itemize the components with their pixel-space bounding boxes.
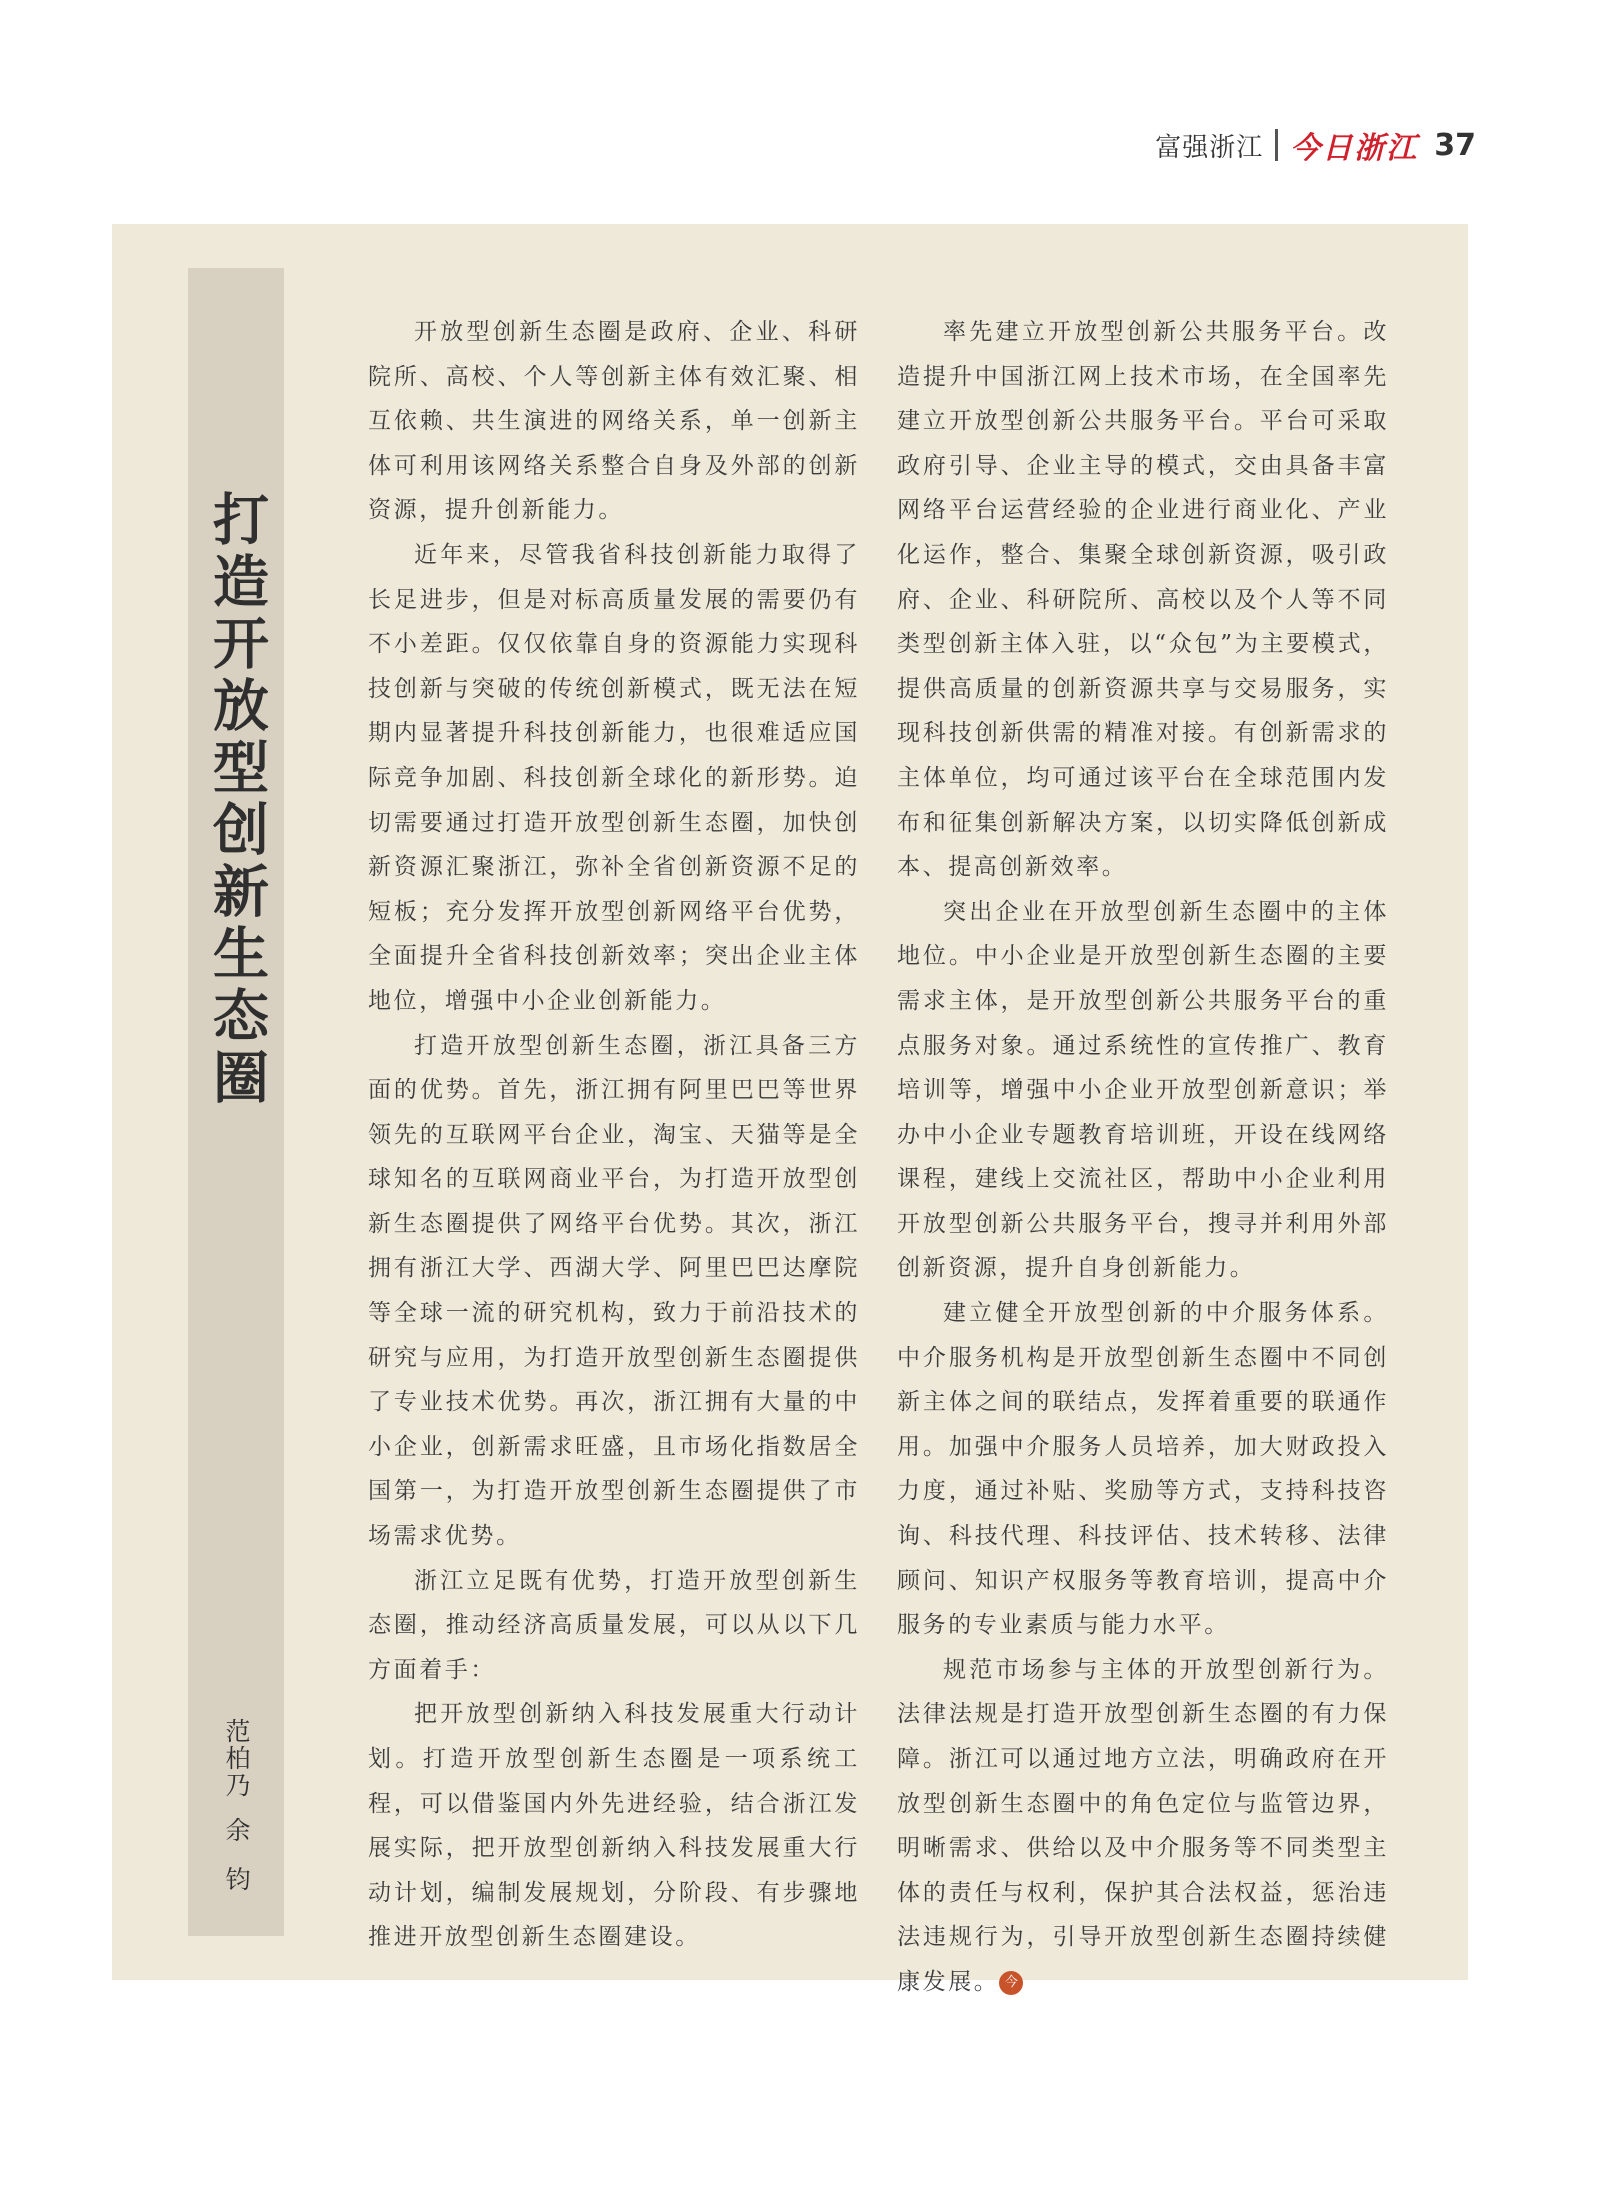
title-sidebar	[188, 268, 284, 1936]
paragraph: 建立健全开放型创新的中介服务体系。中介服务机构是开放型创新生态圈中不同创新主体之间的联结点，发挥着重要的联通作用。加强中介服务人员培养，加大财政投入力度，通过补贴、奖励等方式，支持科技咨询、科技代理、科技评估、技术转移、法律顾问、知识产权服务等教育培训，提高中介服务的专业素质与能力水平。	[897, 1300, 1389, 1639]
author-name: 范柏乃	[222, 1718, 251, 1799]
paragraph: 近年来，尽管我省科技创新能力取得了长足进步，但是对标高质量发展的需要仍有不小差距。仅仅依靠自身的资源能力实现科技创新与突破的传统创新模式，既无法在短期内显著提升科技创新能力，也很难适应国际竞争加剧、科技创新全球化的新形势。迫切需要通过打造开放型创新生态圈，加快创新资源汇聚浙江，弥补全省创新资源不足的短板；充分发挥开放型创新网络平台优势，全面提升全省科技创新效率；突出企业主体地位，增强中小企业创新能力。	[368, 541, 860, 1014]
paragraph: 率先建立开放型创新公共服务平台。改造提升中国浙江网上技术市场，在全国率先建立开放型创新公共服务平台。平台可采取政府引导、企业主导的模式，交由具备丰富网络平台运营经验的企业进行商业化、产业化运作，整合、集聚全球创新资源，吸引政府、企业、科研院所、高校以及个人等不同类型创新主体入驻，以“众包”为主要模式，提供高质量的创新资源共享与交易服务，实现科技创新供需的精准对接。有创新需求的主体单位，均可通过该平台在全球范围内发布和征集创新解决方案，以切实降低创新成本、提高创新效率。	[897, 319, 1389, 881]
author-name: 余钧	[222, 1817, 251, 1915]
page-number: 37	[1434, 127, 1476, 163]
article-panel	[112, 224, 1468, 1995]
authors	[188, 1718, 284, 1918]
paragraph	[897, 1648, 1389, 2005]
end-mark-icon: 今	[999, 1971, 1023, 1995]
magazine-logo: 今日浙江	[1290, 131, 1419, 166]
header-divider	[1275, 129, 1278, 161]
paragraph: 突出企业在开放型创新生态圈中的主体地位。中小企业是开放型创新生态圈的主要需求主体，是开放型创新公共服务平台的重点服务对象。通过系统性的宣传推广、教育培训等，增强中小企业开放型创新意识；举办中小企业专题教育培训班，开设在线网络课程，建线上交流社区，帮助中小企业利用开放型创新公共服务平台，搜寻并利用外部创新资源，提升自身创新能力。	[897, 898, 1389, 1282]
paragraph: 把开放型创新纳入科技发展重大行动计划。打造开放型创新生态圈是一项系统工程，可以借鉴国内外先进经验，结合浙江发展实际，把开放型创新纳入科技发展重大行动计划，编制发展规划，分阶段、有步骤地推进开放型创新生态圈建设。	[368, 1701, 860, 1951]
page-header	[1155, 124, 1476, 166]
article-column-right	[897, 310, 1389, 2005]
paragraph-text: 规范市场参与主体的开放型创新行为。法律法规是打造开放型创新生态圈的有力保障。浙江可以通过地方立法，明确政府在开放型创新生态圈中的角色定位与监管边界，明晰需求、供给以及中介服务等不同类型主体的责任与权利，保护其合法权益，惩治违法违规行为，引导开放型创新生态圈持续健康发展。	[897, 1656, 1389, 1995]
article-column-left	[368, 310, 860, 1960]
section-name: 富强浙江	[1155, 132, 1264, 163]
paragraph: 开放型创新生态圈是政府、企业、科研院所、高校、个人等创新主体有效汇聚、相互依赖、共生演进的网络关系，单一创新主体可利用该网络关系整合自身及外部的创新资源，提升创新能力。	[368, 319, 860, 524]
paragraph: 浙江立足既有优势，打造开放型创新生态圈，推动经济高质量发展，可以从以下几方面着手：	[368, 1567, 860, 1683]
article-title: 打造开放型创新生态圈	[204, 490, 269, 1110]
paragraph: 打造开放型创新生态圈，浙江具备三方面的优势。首先，浙江拥有阿里巴巴等世界领先的互联网平台企业，淘宝、天猫等是全球知名的互联网商业平台，为打造开放型创新生态圈提供了网络平台优势。其次，浙江拥有浙江大学、西湖大学、阿里巴巴达摩院等全球一流的研究机构，致力于前沿技术的研究与应用，为打造开放型创新生态圈提供了专业技术优势。再次，浙江拥有大量的中小企业，创新需求旺盛，且市场化指数居全国第一，为打造开放型创新生态圈提供了市场需求优势。	[368, 1032, 860, 1550]
